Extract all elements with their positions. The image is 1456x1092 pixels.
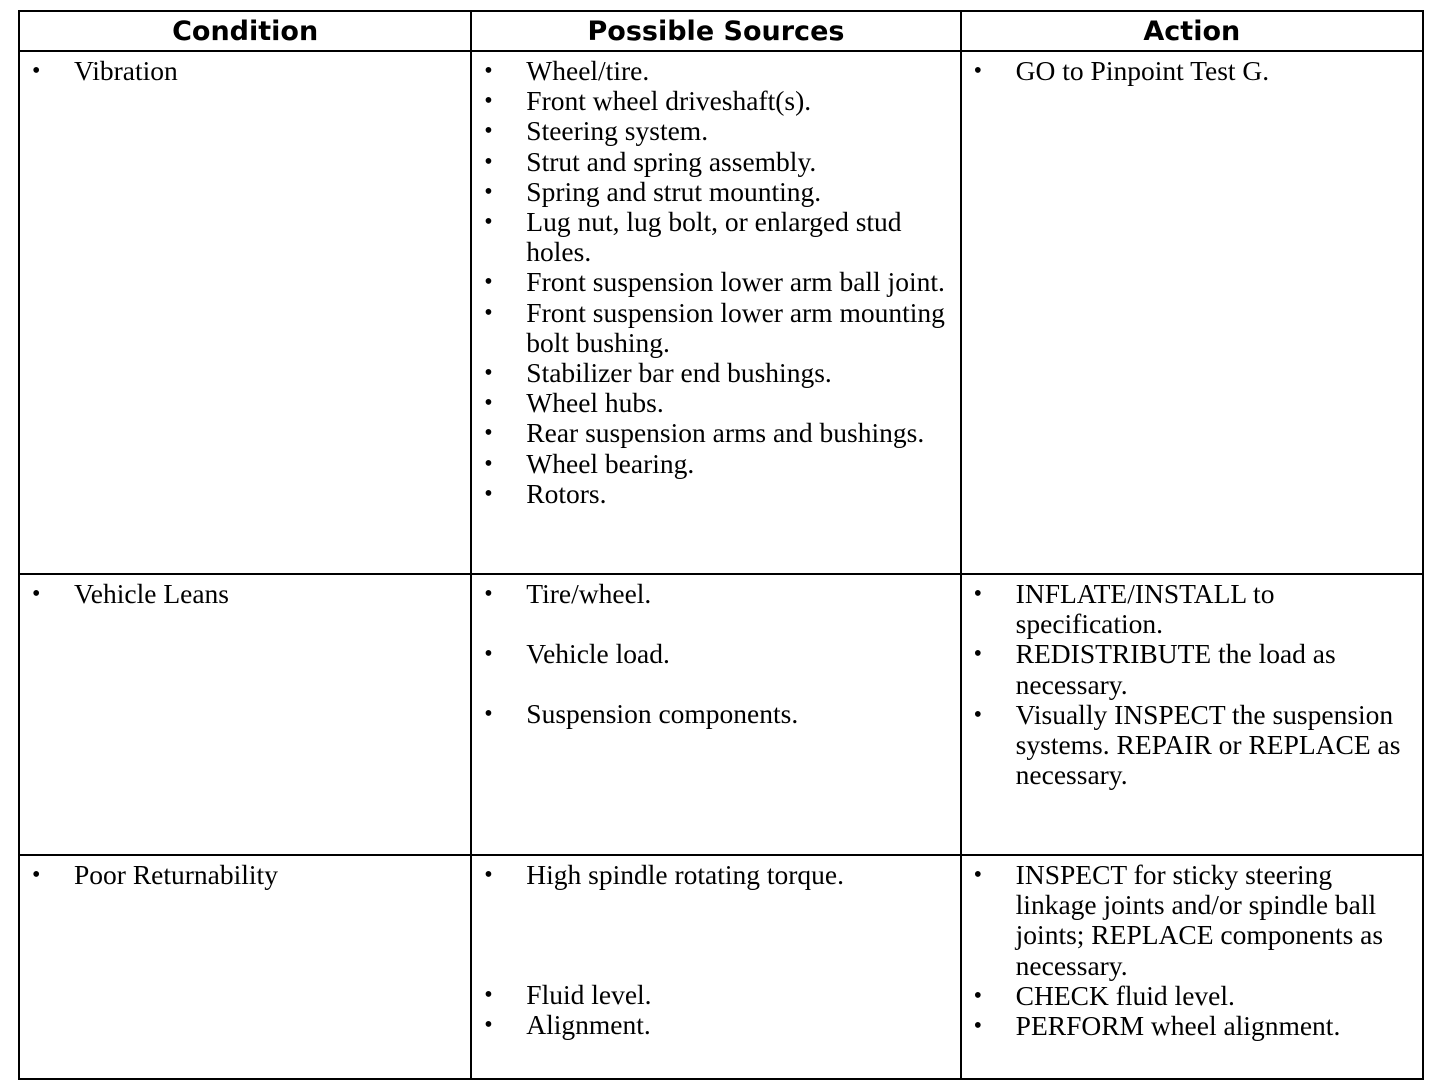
- condition-item: • Vehicle Leans: [20, 579, 462, 609]
- action-list: [962, 856, 1422, 1041]
- source-item: • Spring and strut mounting.: [472, 177, 951, 207]
- header-condition: Condition: [19, 11, 471, 51]
- action-item: • Visually INSPECT the suspension systems. REPAIR or REPLACE as necessary.: [962, 700, 1414, 791]
- source-item: • Alignment.: [472, 1010, 951, 1040]
- source-item: • Strut and spring assembly.: [472, 147, 951, 177]
- action-cell: [961, 574, 1423, 855]
- source-item: • High spindle rotating torque.: [472, 860, 951, 890]
- action-item: • PERFORM wheel alignment.: [962, 1011, 1414, 1041]
- source-item: • Front suspension lower arm ball joint.: [472, 267, 951, 297]
- table-row: [19, 855, 1423, 1079]
- condition-list: [20, 575, 470, 609]
- action-item: • GO to Pinpoint Test G.: [962, 56, 1414, 86]
- condition-cell: [19, 574, 471, 855]
- source-item: • Front suspension lower arm mounting bolt bushing.: [472, 298, 951, 358]
- sources-cell: [471, 855, 960, 1079]
- action-item: • INSPECT for sticky steering linkage joints and/or spindle ball joints; REPLACE components as necessary.: [962, 860, 1414, 981]
- sources-cell: [471, 51, 960, 574]
- table-row: [19, 51, 1423, 574]
- action-cell: [961, 855, 1423, 1079]
- sources-list: [472, 52, 959, 509]
- source-item: • Rotors.: [472, 479, 951, 509]
- condition-cell: [19, 855, 471, 1079]
- source-item: • Rear suspension arms and bushings.: [472, 418, 951, 448]
- source-item: • Front wheel driveshaft(s).: [472, 86, 951, 116]
- table-row: [19, 574, 1423, 855]
- action-list: [962, 52, 1422, 86]
- header-action: Action: [961, 11, 1423, 51]
- source-item: • Stabilizer bar end bushings.: [472, 358, 951, 388]
- header-possible-sources: Possible Sources: [471, 11, 960, 51]
- condition-item: • Vibration: [20, 56, 462, 86]
- condition-cell: [19, 51, 471, 574]
- action-item: • CHECK fluid level.: [962, 981, 1414, 1011]
- source-item: • Lug nut, lug bolt, or enlarged stud holes.: [472, 207, 951, 267]
- action-list: [962, 575, 1422, 790]
- source-item: • Steering system.: [472, 116, 951, 146]
- source-item: • Wheel bearing.: [472, 449, 951, 479]
- header-row: [19, 11, 1423, 51]
- condition-list: [20, 856, 470, 890]
- action-cell: [961, 51, 1423, 574]
- source-item: • Wheel hubs.: [472, 388, 951, 418]
- diagnosis-table: [18, 10, 1424, 1080]
- source-item: • Wheel/tire.: [472, 56, 951, 86]
- condition-item: • Poor Returnability: [20, 860, 462, 890]
- source-item: • Fluid level.: [472, 980, 951, 1010]
- action-item: • REDISTRIBUTE the load as necessary.: [962, 639, 1414, 699]
- action-item: • INFLATE/INSTALL to specification.: [962, 579, 1414, 639]
- sources-cell: [471, 574, 960, 855]
- source-item: • Vehicle load.: [472, 639, 951, 669]
- condition-list: [20, 52, 470, 86]
- source-item: • Suspension components.: [472, 699, 951, 729]
- source-item: • Tire/wheel.: [472, 579, 951, 609]
- sources-list: [472, 575, 959, 730]
- sources-list: [472, 856, 959, 1041]
